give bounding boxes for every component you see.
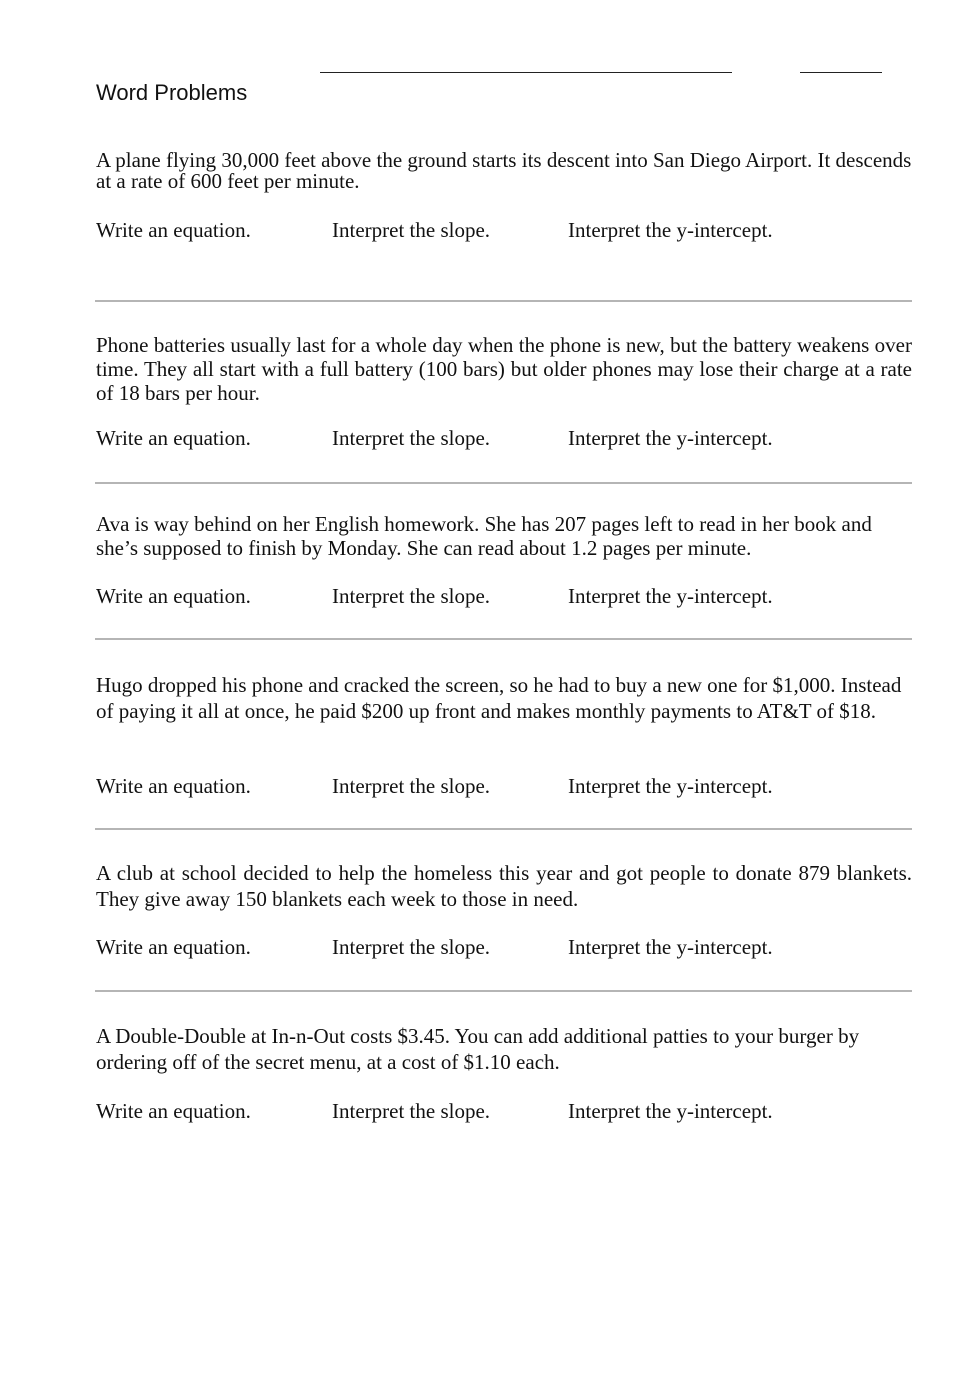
interpret-slope-prompt: Interpret the slope. — [332, 426, 491, 450]
problem-6-text: A Double-Double at In-n-Out costs $3.45. You can add additional patties to your burger by ordering off of the secret menu, at a cost of $1.10 each. — [96, 1024, 860, 1074]
interpret-intercept-prompt: Interpret the y-intercept. — [568, 584, 773, 608]
section-divider — [95, 990, 912, 992]
interpret-intercept-prompt: Interpret the y-intercept. — [568, 1099, 773, 1123]
write-equation-prompt: Write an equation. — [96, 218, 251, 242]
interpret-intercept-prompt: Interpret the y-intercept. — [568, 935, 773, 959]
write-equation-prompt: Write an equation. — [96, 774, 251, 798]
interpret-slope-prompt: Interpret the slope. — [332, 935, 491, 959]
write-equation-prompt: Write an equation. — [96, 426, 251, 450]
period-blank-line[interactable] — [800, 72, 882, 73]
problem-4-text: Hugo dropped his phone and cracked the screen, so he had to buy a new one for $1,000. Instead of paying it all at once, he paid $200 up front and makes monthly payments to AT&T of $18. — [96, 673, 902, 723]
section-divider — [95, 638, 912, 640]
interpret-slope-prompt: Interpret the slope. — [332, 584, 491, 608]
interpret-intercept-prompt: Interpret the y-intercept. — [568, 774, 773, 798]
problem-1-text: A plane flying 30,000 feet above the ground starts its descent into San Diego Airport. It descends at a rate of 600 feet per minute. — [96, 148, 912, 193]
worksheet-title: Word Problems — [96, 80, 248, 105]
interpret-slope-prompt: Interpret the slope. — [332, 774, 491, 798]
problem-2-text: Phone batteries usually last for a whole day when the phone is new, but the battery weakens over time. They all start with a full battery (100 bars) but older phones may lose their charge at a rate of 18 bars per hour. — [96, 333, 912, 405]
interpret-intercept-prompt: Interpret the y-intercept. — [568, 426, 773, 450]
interpret-slope-prompt: Interpret the slope. — [332, 1099, 491, 1123]
interpret-slope-prompt: Interpret the slope. — [332, 218, 491, 242]
problem-5-text: A club at school decided to help the homeless this year and got people to donate 879 blankets. They give away 150 blankets each week to those in need. — [96, 861, 912, 911]
section-divider — [95, 300, 912, 302]
write-equation-prompt: Write an equation. — [96, 935, 251, 959]
section-divider — [95, 482, 912, 484]
problem-3-text: Ava is way behind on her English homework. She has 207 pages left to read in her book and she’s supposed to finish by Monday. She can read about 1.2 pages per minute. — [96, 512, 872, 560]
write-equation-prompt: Write an equation. — [96, 1099, 251, 1123]
write-equation-prompt: Write an equation. — [96, 584, 251, 608]
name-blank-line[interactable] — [320, 72, 732, 73]
section-divider — [95, 828, 912, 830]
interpret-intercept-prompt: Interpret the y-intercept. — [568, 218, 773, 242]
